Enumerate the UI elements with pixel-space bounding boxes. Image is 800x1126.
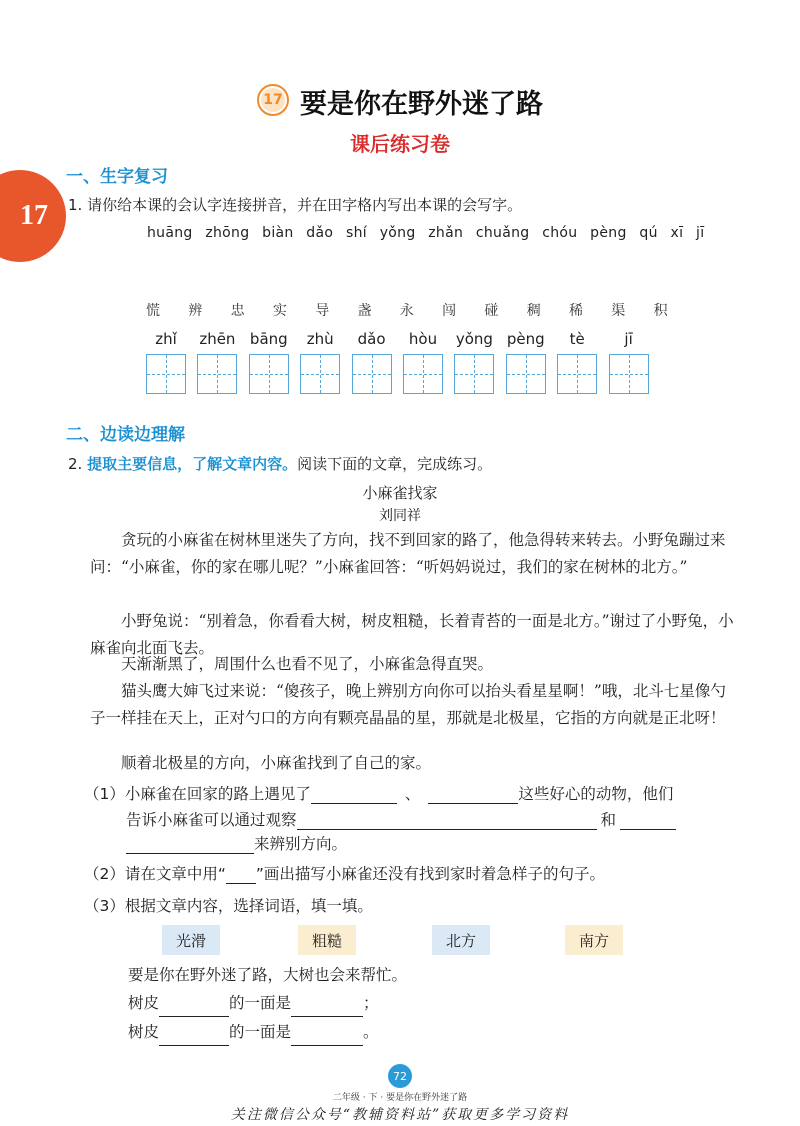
fill-text: 的一面是 bbox=[229, 994, 292, 1012]
fill-punct: 。 bbox=[363, 1023, 379, 1041]
story-paragraph: 顺着北极星的方向，小麻雀找到了自己的家。 bbox=[121, 754, 432, 772]
recognition-character[interactable]: 实 bbox=[272, 303, 287, 319]
story-paragraph: 猫头鹰大婶飞过来说：“傻孩子，晚上辨别方向你可以抬头看星星啊！”哦，北斗七星像勺子一样挂在天上，正对勺口的方向有颗亮晶晶的星，那就是北极星，它指的方向就是正北呀！ bbox=[90, 682, 726, 727]
lesson-number: 17 bbox=[20, 200, 48, 231]
recognition-character[interactable]: 慌 bbox=[146, 303, 160, 319]
fill-line-2 bbox=[128, 1019, 528, 1046]
subquestion-1-text-c: 告诉小麻雀可以通过观察 bbox=[126, 811, 297, 829]
answer-blank[interactable] bbox=[126, 836, 254, 854]
story-paragraph: 天渐渐黑了，周围什么也看不见了，小麻雀急得直哭。 bbox=[121, 655, 494, 673]
writing-grid-cell[interactable] bbox=[197, 354, 237, 394]
writing-grid-cell[interactable] bbox=[557, 354, 597, 394]
recognition-character[interactable]: 忠 bbox=[230, 303, 245, 319]
grid-pinyin: dǎo bbox=[357, 330, 386, 348]
recognition-character[interactable]: 闯 bbox=[442, 303, 457, 319]
answer-blank[interactable] bbox=[291, 999, 363, 1017]
writing-grid-cell[interactable] bbox=[506, 354, 546, 394]
separator: 、 bbox=[404, 785, 421, 803]
question-2-number: 2. bbox=[68, 455, 83, 473]
answer-blank[interactable] bbox=[620, 812, 676, 830]
subquestion-2 bbox=[84, 862, 605, 884]
fill-intro: 要是你在野外迷了路，大树也会来帮忙。 bbox=[128, 966, 408, 984]
subquestion-2-text-a: 请在文章中用“ bbox=[124, 865, 226, 883]
answer-blank[interactable] bbox=[311, 786, 397, 804]
recognition-character[interactable]: 永 bbox=[399, 303, 414, 319]
subquestion-1-text-b: 这些好心的动物，他们 bbox=[518, 785, 674, 803]
story-author: 刘同祥 bbox=[379, 508, 421, 524]
word-option-text: 南方 bbox=[579, 931, 610, 950]
lesson-badge-number: 17 bbox=[263, 92, 283, 108]
footer-caption: 二年级 · 下 · 要是你在野外迷了路 bbox=[332, 1093, 468, 1103]
question-1: 1. 请你给本课的会认字连接拼音，并在田字格内写出本课的会写字。 bbox=[68, 196, 523, 214]
subquestion-3-text: 根据文章内容，选择词语，填一填。 bbox=[124, 897, 373, 915]
word-option[interactable] bbox=[298, 925, 356, 955]
question-2 bbox=[68, 453, 492, 474]
subquestion-1-text-d: 来辨别方向。 bbox=[254, 835, 348, 853]
subquestion-1-line1 bbox=[84, 782, 673, 804]
answer-blank[interactable] bbox=[297, 812, 597, 830]
lesson-badge bbox=[257, 84, 289, 116]
subquestion-2-number: （2） bbox=[84, 865, 125, 883]
subquestion-1-line2 bbox=[126, 808, 676, 830]
pinyin-line: huāng zhōng biàn dǎo shí yǒng zhǎn chuǎng chóu pèng qú xī jī bbox=[147, 225, 705, 241]
word-option-text: 粗糙 bbox=[312, 931, 343, 950]
footer-promo: 关注微信公众号“教辅资料站”获取更多学习资料 bbox=[230, 1107, 570, 1123]
writing-grid-cell[interactable] bbox=[403, 354, 443, 394]
grid-pinyin: hòu bbox=[408, 330, 438, 348]
word-option[interactable] bbox=[162, 925, 220, 955]
recognition-character[interactable]: 渠 bbox=[611, 303, 626, 319]
question-2-bold: 提取主要信息，了解文章内容。 bbox=[87, 455, 298, 473]
fill-text: 树皮 bbox=[128, 1023, 160, 1041]
section2-heading: 二、边读边理解 bbox=[66, 425, 185, 445]
question-2-rest: 阅读下面的文章，完成练习。 bbox=[297, 455, 493, 473]
word-option-text: 北方 bbox=[446, 931, 477, 950]
subquestion-1-number: （1） bbox=[84, 785, 125, 803]
recognition-character[interactable]: 辨 bbox=[188, 303, 203, 319]
recognition-character[interactable]: 稠 bbox=[526, 303, 541, 319]
grid-pinyin: jī bbox=[624, 330, 633, 348]
writing-grid-cell[interactable] bbox=[300, 354, 340, 394]
subquestion-1-text-a: 小麻雀在回家的路上遇见了 bbox=[124, 785, 311, 803]
recognition-character[interactable]: 积 bbox=[653, 303, 668, 319]
answer-blank[interactable] bbox=[159, 1028, 229, 1046]
writing-grid-cell[interactable] bbox=[146, 354, 186, 394]
subquestion-3 bbox=[84, 894, 373, 916]
fill-punct: ； bbox=[363, 994, 379, 1012]
grid-pinyin: pèng bbox=[506, 330, 545, 348]
writing-grid-cell[interactable] bbox=[352, 354, 392, 394]
word-option[interactable] bbox=[565, 925, 623, 955]
page-subtitle: 课后练习卷 bbox=[350, 132, 450, 156]
page-number bbox=[388, 1064, 412, 1088]
writing-grid-cell[interactable] bbox=[454, 354, 494, 394]
fill-text: 树皮 bbox=[128, 994, 160, 1012]
page-title: 要是你在野外迷了路 bbox=[300, 89, 543, 120]
word-option-text: 光滑 bbox=[176, 931, 207, 950]
grid-pinyin: yǒng bbox=[455, 330, 493, 348]
page-number-text: 72 bbox=[393, 1069, 407, 1083]
writing-grid-cell[interactable] bbox=[609, 354, 649, 394]
and-text: 和 bbox=[600, 811, 617, 829]
fill-text: 的一面是 bbox=[229, 1023, 292, 1041]
underline-sample bbox=[226, 866, 256, 884]
answer-blank[interactable] bbox=[291, 1028, 363, 1046]
fill-line-1 bbox=[128, 990, 528, 1017]
section1-heading: 一、生字复习 bbox=[66, 167, 168, 187]
recognition-character[interactable]: 盏 bbox=[357, 303, 372, 319]
recognition-character[interactable]: 导 bbox=[315, 303, 330, 319]
subquestion-1-line3 bbox=[126, 832, 347, 854]
answer-blank[interactable] bbox=[428, 786, 518, 804]
grid-pinyin: zhù bbox=[306, 330, 334, 348]
subquestion-3-number: （3） bbox=[84, 897, 125, 915]
answer-blank[interactable] bbox=[159, 999, 229, 1017]
recognition-character[interactable]: 碰 bbox=[484, 303, 499, 319]
word-option[interactable] bbox=[432, 925, 490, 955]
story-paragraph: 贪玩的小麻雀在树林里迷失了方向，找不到回家的路了，他急得转来转去。小野兔蹦过来问：“小麻雀，你的家在哪儿呢？”小麻雀回答：“听妈妈说过，我们的家在树林的北方。” bbox=[90, 531, 726, 576]
grid-pinyin: zhǐ bbox=[155, 330, 177, 348]
grid-pinyin: zhēn bbox=[199, 330, 236, 348]
story-title: 小麻雀找家 bbox=[362, 484, 438, 502]
grid-pinyin: tè bbox=[569, 330, 585, 348]
lesson-number-tab bbox=[0, 170, 66, 262]
subquestion-2-text-b: ”画出描写小麻雀还没有找到家时着急样子的句子。 bbox=[255, 865, 605, 883]
writing-grid-cell[interactable] bbox=[249, 354, 289, 394]
story-paragraph: 小野兔说：“别着急，你看看大树，树皮粗糙，长着青苔的一面是北方。”谢过了小野兔，小麻雀向北面飞去。 bbox=[90, 612, 734, 657]
grid-pinyin: bāng bbox=[249, 330, 288, 348]
recognition-character[interactable]: 稀 bbox=[569, 303, 583, 319]
